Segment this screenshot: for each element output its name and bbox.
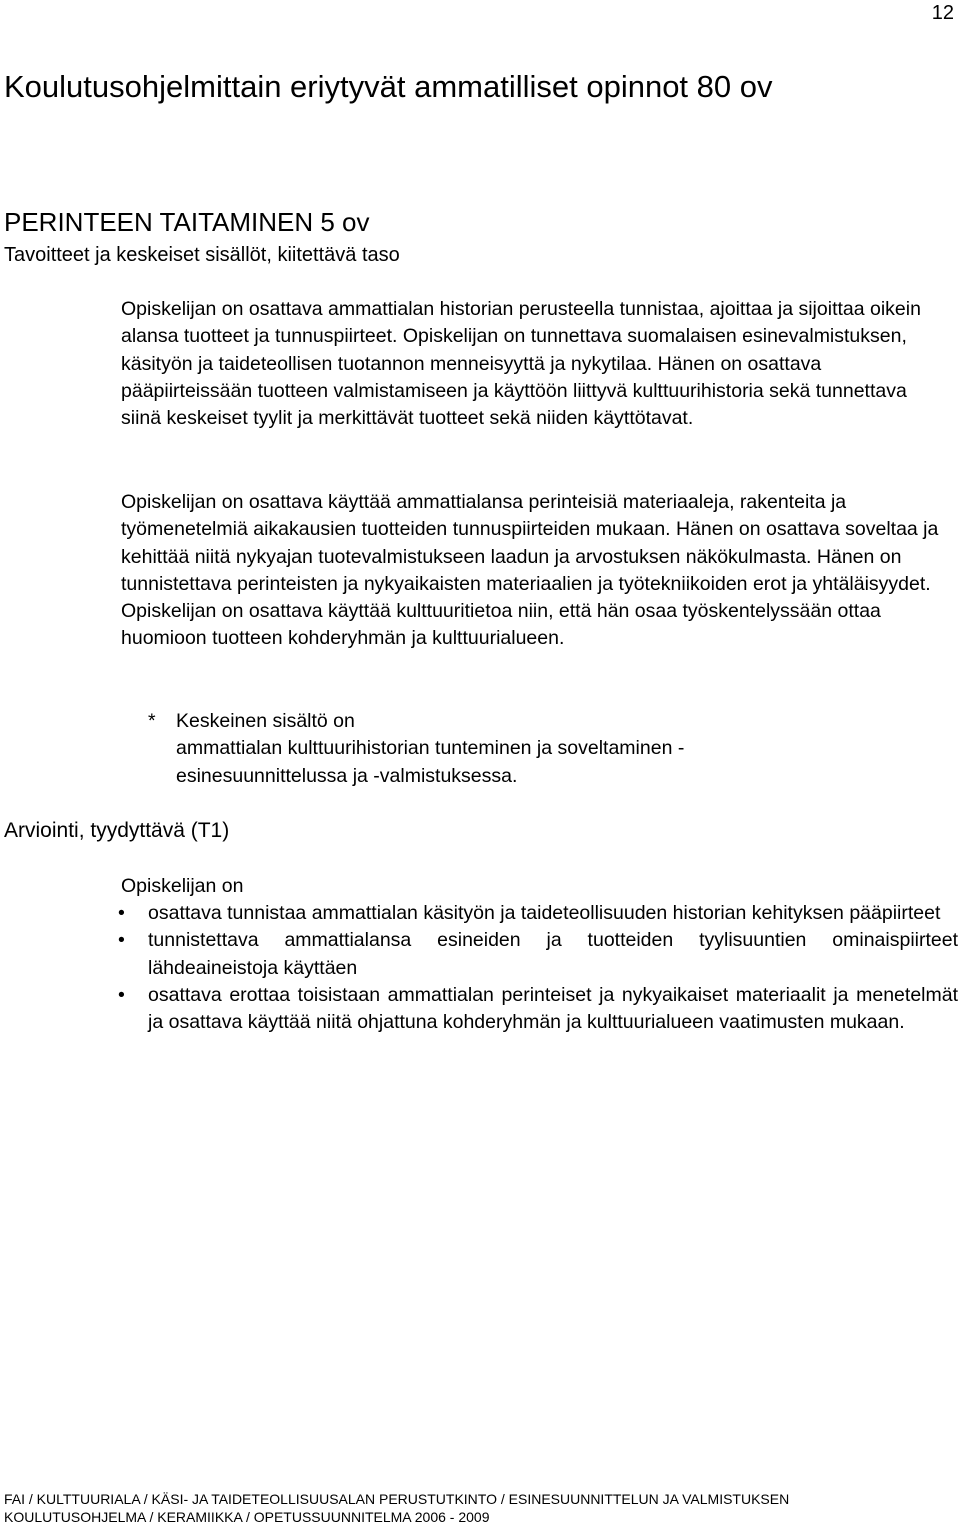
page-title: Koulutusohjelmittain eriytyvät ammatilliset opinnot 80 ov <box>4 69 773 104</box>
section-title: PERINTEEN TAITAMINEN 5 ov <box>4 207 370 237</box>
key-content-marker: * <box>148 710 156 732</box>
list-item <box>118 982 958 1037</box>
bullet-icon: • <box>118 902 125 924</box>
list-item-text: osattava tunnistaa ammattialan käsityön ja taideteollisuuden historian kehityksen pääpiirteet <box>148 902 941 924</box>
bullet-icon: • <box>118 983 125 1006</box>
list-item <box>118 927 958 982</box>
list-item-text: osattava erottaa toisistaan ammattialan perinteiset ja nykyaikaiset materiaalit ja menetelmät ja osattava käyttää niitä ohjattuna kohderyhmän ja kulttuurialueen vaatimusten mukaan. <box>148 983 958 1034</box>
footer-line-2: KOULUTUSOHJELMA / KERAMIIKKA / OPETUSSUUNNITELMA 2006 - 2009 <box>4 1509 490 1525</box>
footer-line-1: FAI / KULTTUURIALA / KÄSI- JA TAIDETEOLLISUUSALAN PERUSTUTKINTO / ESINESUUNNITTELUN JA VALMISTUKSEN <box>4 1491 790 1507</box>
key-content-body: ammattialan kulttuurihistorian tunteminen ja soveltaminen - esinesuunnittelussa ja -valmistuksessa. <box>176 737 685 787</box>
objectives-paragraph-2: Opiskelijan on osattava käyttää ammattialansa perinteisiä materiaaleja, rakenteita ja työmenetelmiä aikakausien tuotteiden tunnuspiirteiden mukaan. Hänen on osattava soveltaa ja kehittää niitä nykyajan tuotevalmistukseen laadun ja arvostuksen näkökulmasta. Hänen on tunnistettava perinteisten ja nykyaikaisten materiaalien ja työtekniikoiden erot ja yhtäläisyydet. Opiskelijan on osattava käyttää kulttuuritietoa niin, että hän osaa työskentelyssään ottaa huomioon tuotteen kohderyhmän ja kulttuurialueen. <box>121 491 939 650</box>
key-content-note <box>148 708 848 790</box>
bullet-icon: • <box>118 929 125 952</box>
list-item-text: tunnistettava ammattialansa esineiden ja tuotteiden tyylisuuntien ominaispiirteet lähdeaineistoja käyttäen <box>148 929 958 979</box>
assessment-criteria-list <box>118 900 958 1036</box>
objectives-paragraph-1: Opiskelijan on osattava ammattialan historian perusteella tunnistaa, ajoittaa ja sijoittaa oikein alansa tuotteet ja tunnuspiirteet. Opiskelijan on tunnettava suomalaisen esinevalmistuksen, käsityön ja taideteollisen tuotannon menneisyyttä ja nykytilaa. Hänen on osattava pääpiirteissään tuotteen valmistamiseen ja käyttöön liittyvä kulttuurihistoria sekä tunnettava siinä keskeiset tyylit ja merkittävät tuotteet sekä niiden käyttötavat. <box>121 298 921 430</box>
assessment-title: Arviointi, tyydyttävä (T1) <box>4 819 230 842</box>
key-content-heading: Keskeinen sisältö on <box>176 710 355 732</box>
page-footer <box>4 1490 789 1526</box>
subsection-title: Tavoitteet ja keskeiset sisällöt, kiitettävä taso <box>4 244 400 266</box>
list-item <box>118 900 958 927</box>
page-number: 12 <box>931 2 954 24</box>
assessment-intro: Opiskelijan on <box>121 875 244 897</box>
